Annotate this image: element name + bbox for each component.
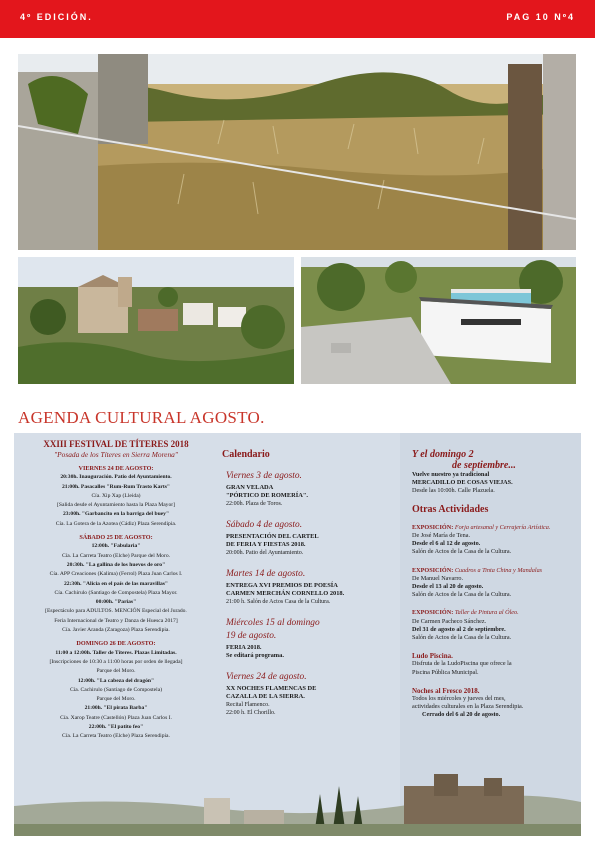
event-date: Martes 14 de agosto. [226,569,306,579]
event-detail: 22:00h. Plaza de Toros. [226,501,283,507]
ludo-title: Ludo Piscina. [412,652,453,661]
event-detail: 20:00h. Patio del Ayuntamiento. [226,550,304,556]
exhibition-kind: Cuadros a Tinta China y Mandalas [454,566,543,574]
festival-line: 21:00h. Pasacalles "Rum-Rum Trasto Karts" [61,483,171,490]
exhibition-dates: Desde el 6 al 12 de agosto. [412,540,481,548]
market-date: de septiembre... [452,460,516,471]
festival-line: 20:30h. "La gallina de los huevos de oro" [66,561,166,568]
calendar-heading: Calendario [222,449,270,460]
field-photo [18,54,576,250]
festival-line: Parque del Moro. [96,696,136,703]
event-title: Se editará programa. [226,652,284,659]
market-line: Vuelve nuestro ya tradicional [412,471,490,478]
edition-label: 4º EDICIÓN. [20,12,93,22]
event-detail: 21:00 h. Salón de Actos Casa de la Cultura. [226,599,331,605]
event-title: GRAN VELADA [226,484,274,491]
event-detail: Recital Flamenco. [226,702,270,708]
agenda-poster [14,433,581,836]
calendar-event [226,471,400,508]
church-photo [18,257,294,384]
exhibition-place: Salón de Actos de la Casa de la Cultura. [412,548,512,556]
calendar-event [226,618,400,660]
exhibition-author: De Carmen Pacheco Sánchez. [412,617,487,625]
event-date: Miércoles 15 al domingo [226,618,320,628]
festival-line: 12:00h. "La cabeza del dragón" [77,677,155,684]
festival-line: [Salida desde el Ayuntamiento hasta la Plaza Mayor] [56,502,175,509]
festival-line: [Espectáculo para ADULTOS. MENCIÓN Especial del Jurado. [45,608,187,615]
event-title: CAZALLA DE LA SIERRA. [226,693,305,700]
pool-photo [301,257,576,384]
festival-line: 00:00h. "Parias" [95,599,137,606]
exhibition-label: EXPOSICIÓN: [412,609,454,617]
festival-line: 22:30h. "Alicia en el país de las maravillas" [63,580,169,587]
exhibition-block [412,524,578,557]
calendar-column [220,451,400,717]
festival-day-2: SÁBADO 25 DE AGOSTO: [79,534,153,542]
event-date: Sábado 4 de agosto. [226,520,303,530]
festival-line: Cía. La Carreta Teatro (Elche) Parque del Moro. [61,552,171,559]
festival-line: Cía. Cachirulo (Santiago de Compostela) [69,686,163,693]
event-detail: 22:00 h. El Chorillo. [226,710,276,716]
market-line: Desde las 10:00h. Calle Plazuela. [412,487,495,495]
festival-line: Cía. Xip Xap (Lleida) [91,492,141,499]
festival-line: 12:00h. "Fabularia" [91,543,141,550]
noches-line: Cerrado del 6 al 20 de agosto. [422,711,501,719]
event-title: PRESENTACIÓN DEL CARTEL [226,533,319,540]
exhibition-place: Salón de Actos de la Casa de la Cultura. [412,634,512,642]
event-title: XX NOCHES FLAMENCAS DE [226,685,317,692]
exhibition-kind: Taller de Pintura al Óleo. [454,609,519,617]
festival-column [18,439,214,742]
festival-line: [Inscripciones de 10:30 a 11:00 horas por orden de llegada] [49,658,183,665]
exhibition-kind: Forja artesanal y Cerrajería Artística. [454,523,551,531]
festival-line: Cía. Cachirulo (Santiago de Compostela) Plaza Mayor. [54,589,178,596]
festival-line: Cía. APP Creaciones (Kalima) (Ferrol) Plaza Juan Carlos I. [49,571,183,578]
festival-line: 23:00h. "Garbancito en la barriga del buey" [62,511,170,518]
exhibition-place: Salón de Actos de la Casa de la Cultura. [412,591,512,599]
event-title: DE FERIA Y FIESTAS 2018. [226,541,306,548]
header-bar [0,0,595,38]
event-title: "PÓRTICO DE ROMERÍA". [226,492,308,499]
section-title: AGENDA CULTURAL AGOSTO. [18,408,265,427]
calendar-event [226,672,400,717]
festival-subtitle: "Posada de los Títeres en Sierra Morena" [54,450,178,459]
other-activities-heading: Otras Actividades [412,503,489,515]
event-date: Viernes 3 de agosto. [226,471,302,481]
exhibition-label: EXPOSICIÓN: [412,523,454,531]
exhibition-label: EXPOSICIÓN: [412,566,454,574]
noches-title: Noches al Fresco 2018. [412,686,480,695]
market-date: Y el domingo 2 [412,449,474,460]
event-title: FERIA 2018. [226,644,262,651]
event-date: Viernes 24 de agosto. [226,672,307,682]
festival-line: Cía. Xarop Teatre (Castellón) Plaza Juan Carlos I. [60,714,172,721]
noches-line: actividades culturales en la Plaza Serendipia. [412,703,524,711]
festival-day-3: DOMINGO 26 DE AGOSTO: [76,640,156,648]
festival-title: XXIII FESTIVAL DE TÍTERES 2018 [43,439,189,449]
activities-column [412,449,578,720]
event-title: CARMEN MERCHÁN CORNELLO 2018. [226,590,345,597]
calendar-event [226,569,400,606]
market-line: MERCADILLO DE COSAS VIEJAS. [412,479,513,487]
noches-block [412,687,578,720]
festival-line: Cía. La Carreta Teatro (Elche) Plaza Serendipia. [62,733,170,740]
event-date: 19 de agosto. [226,631,277,641]
calendar-event [226,520,400,557]
ludo-block [412,652,578,677]
exhibition-dates: Desde el 13 al 20 de agosto. [412,583,484,591]
ludo-line: Piscina Pública Municipal. [412,668,479,676]
exhibition-block [412,609,578,642]
town-skyline-illustration [14,766,581,836]
festival-line: 22:00h. "El patito feo" [88,724,144,731]
exhibition-author: De Manuel Navarro. [412,574,464,582]
festival-line: 11:00 a 12:00h. Taller de Títeres. Plazas Limitadas. [55,649,177,656]
ludo-line: Disfruta de la LudoPiscina que ofrece la [412,660,512,668]
noches-line: Todos los miércoles y jueves del mes, [412,695,506,703]
festival-line: Cía. La Gotera de la Azotea (Cádiz) Plaza Serendipia. [55,520,177,527]
page-number: PAG 10 Nº4 [506,12,575,22]
festival-day-1: VIERNES 24 DE AGOSTO: [78,465,154,472]
festival-line: Feria Internacional de Teatro y Danza de Huesca 2017] [54,617,178,624]
exhibition-dates: Del 31 de agosto al 2 de septiembre. [412,625,506,633]
festival-line: 21:00h. "El pirata Barba" [84,705,148,712]
festival-line: Cía. Javier Aranda (Zaragoza) Plaza Serendipia. [62,627,170,634]
event-title: ENTREGA XVI PREMIOS DE POESÍA [226,582,338,589]
festival-line: Parque del Moro. [96,668,136,675]
festival-line: 20:30h. Inauguración. Patio del Ayuntamiento. [60,474,172,481]
exhibition-block [412,567,578,600]
exhibition-author: De José María de Tena. [412,532,471,540]
